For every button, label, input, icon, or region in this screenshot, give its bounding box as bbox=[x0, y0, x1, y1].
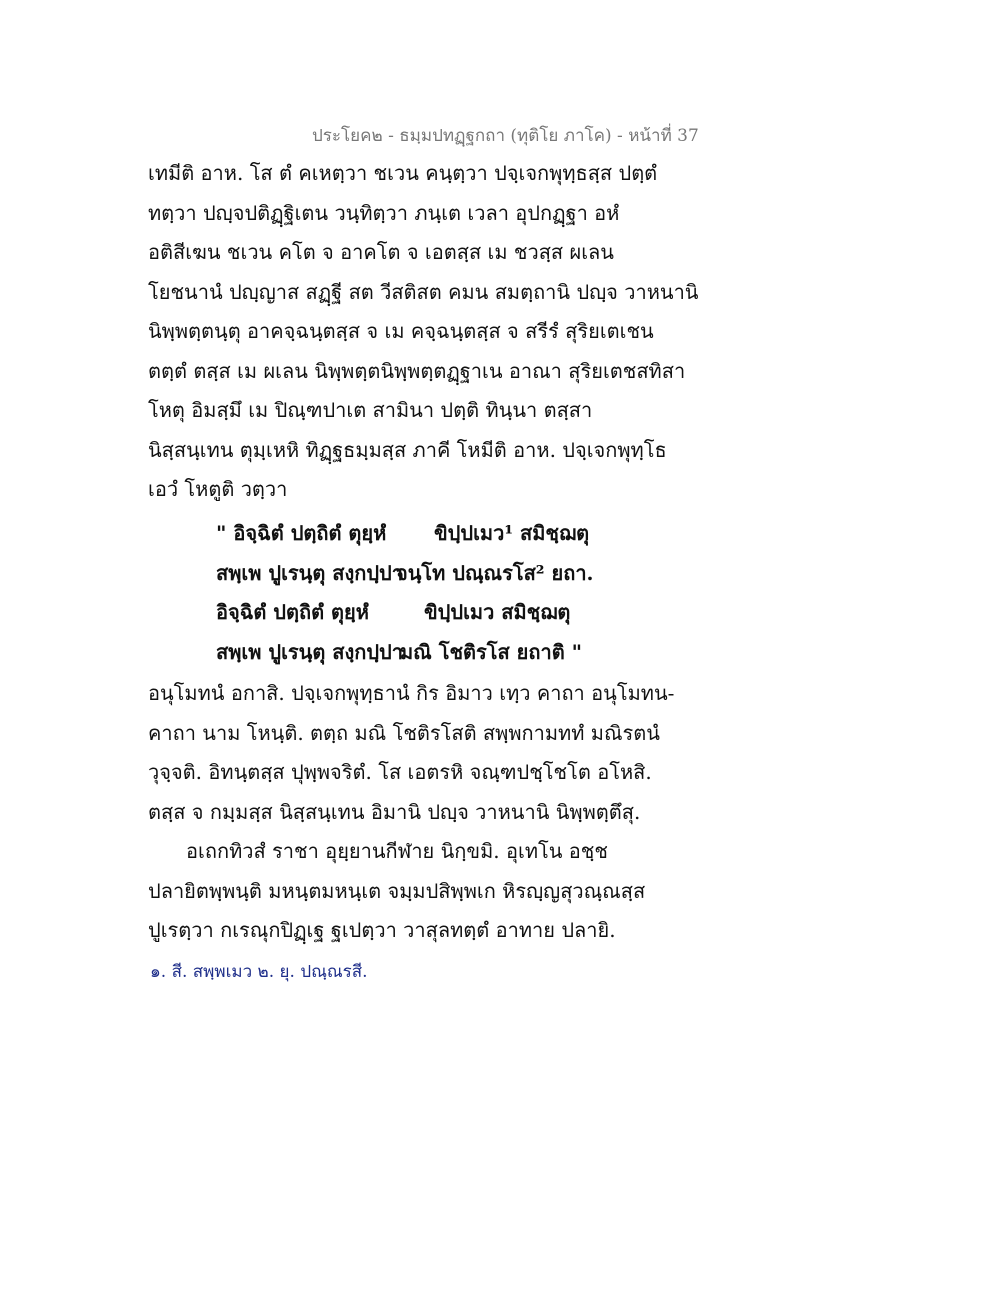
verse-first-half: " อิจฺฉิตํ ปตฺถิตํ ตุยฺหํ bbox=[216, 521, 387, 545]
text-line: ตตฺตํ ตสฺส เม ผเลน นิพฺพตฺตนิพฺพตฺตฏฺฐาเน อาณา สุริยเตชสทิสา bbox=[148, 358, 686, 383]
text-line: นิสฺสนฺเทน ตุมฺเหหิ ทิฏฺฐธมฺมสฺส ภาคี โหมีติ อาห. ปจฺเจกพุทฺโธ bbox=[148, 437, 667, 462]
text-line: โหตุ อิมสฺมึ เม ปิณฺฑปาเต สามินา ปตฺติ ทินฺนา ตสฺสา bbox=[148, 398, 593, 422]
text-line: โยชนานํ ปญฺญาส สฏฺฐี สต วีสติสต คมน สมตฺถานิ ปญฺจ วาหนานิ bbox=[148, 279, 699, 304]
paragraph-1 bbox=[148, 158, 748, 514]
footnote: ๑. สี. สพฺพเมว ๒. ยุ. ปณฺณรสี. bbox=[150, 962, 368, 982]
verse-second-half: ขิปฺปเมว¹ สมิชฺฌตุ bbox=[434, 521, 590, 545]
text-line: เทมีติ อาห. โส ตํ คเหตฺวา ชเวน คนฺตฺวา ปจฺเจกพุทฺธสฺส ปตฺตํ bbox=[148, 161, 658, 185]
text-line: อติสีเฆน ชเวน คโต จ อาคโต จ เอตสฺส เม ชวสฺส ผเลน bbox=[148, 240, 614, 264]
text-line: อนุโมทนํ อกาสิ. ปจฺเจกพุทฺธานํ กิร อิมาว เทฺว คาถา อนุโมทน- bbox=[148, 681, 675, 705]
page-header: ประโยค๒ - ธมฺมปทฏฺฐกถา (ทุติโย ภาโค) - หน้าที่ 37 bbox=[312, 126, 699, 146]
text-line: ตสฺส จ กมฺมสฺส นิสฺสนฺเทน อิมานิ ปญฺจ วาหนานิ นิพฺพตฺตึสุ. bbox=[148, 799, 641, 824]
verse-first-half: สพฺเพ ปูเรนฺตุ สงฺกปฺปา bbox=[216, 639, 403, 664]
text-line: ทตฺวา ปญฺจปติฏฺฐิเตน วนฺทิตฺวา ภนฺเต เวลา อุปกฏฺฐา อหํ bbox=[148, 200, 620, 225]
verse-second-half: ขิปฺปเมว สมิชฺฌตุ bbox=[424, 600, 571, 624]
text-line: คาถา นาม โหนฺติ. ตตฺถ มณิ โชติรโสติ สพฺพกามททํ มณิรตนํ bbox=[148, 720, 660, 745]
text-line: อเถกทิวสํ ราชา อุยฺยานกีฬาย นิกฺขมิ. อุเทโน อชฺช bbox=[186, 839, 608, 863]
text-line: เอวํ โหตูติ วตฺวา bbox=[148, 477, 288, 501]
verse-first-half: อิจฺฉิตํ ปตฺถิตํ ตุยฺหํ bbox=[216, 600, 369, 624]
paragraph-2 bbox=[148, 678, 674, 955]
verse-second-half: จนฺโท ปณฺณรโส² ยถา. bbox=[396, 560, 594, 585]
text-line: วุจฺจติ. อิทนฺตสฺส ปุพฺพจริตํ. โส เอตรหิ จณฺฑปชฺโชโต อโหสิ. bbox=[148, 760, 652, 784]
text-line: ปลายิตพฺพนฺติ มหนฺตมหนฺเต จมฺมปสิพฺพเก หิรญฺญสุวณฺณสฺส bbox=[148, 878, 646, 903]
text-line: ปูเรตฺวา กเรณุกปิฏฺเฐ ฐเปตฺวา วาสุลทตฺตํ อาทาย ปลายิ. bbox=[148, 918, 616, 942]
verse-first-half: สพฺเพ ปูเรนฺตุ สงฺกปฺปา bbox=[216, 560, 403, 585]
text-line: นิพฺพตฺตนฺตุ อาคจฺฉนฺตสฺส จ เม คจฺฉนฺตสฺส จ สรีรํ สุริยเตเชน bbox=[148, 319, 654, 343]
verse-second-half: มณิ โชติรโส ยถาติ " bbox=[400, 639, 583, 664]
